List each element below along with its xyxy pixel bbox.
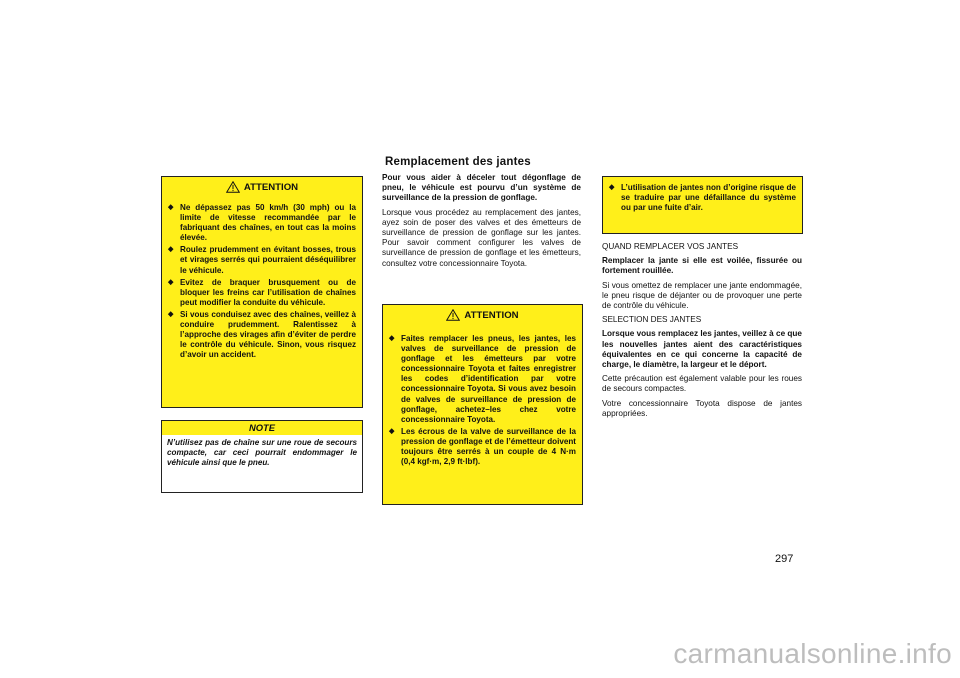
page-number: 297: [775, 553, 794, 565]
attention-item: ◆ Roulez prudemment en évitant bosses, trous et virages serrés qui pourraient déséquilibrer le véhicule.: [168, 245, 356, 275]
watermark: carmanualsonline.info: [673, 638, 952, 669]
attention-box-rims: [602, 176, 803, 234]
attention-item: ◆ Faites remplacer les pneus, les jantes, les valves de surveillance de pression de gonflage et les émetteurs par votre concessionnaire Toyota et faites enregistrer les codes d’identification par votre concessionnaire Toyota. Si vous avez besoin de valves de surveillance de pression de gonflage, achetez–les chez votre concessionnaire Toyota.: [389, 334, 576, 425]
note-text: N’utilisez pas de chaîne sur une roue de secours compacte, car ceci pourrait endommager le véhicule ainsi que le pneu.: [167, 438, 357, 468]
when-text: Si vous omettez de remplacer une jante endommagée, le pneu risque de déjanter ou de provoquer une perte de contrôle du véhicule.: [602, 280, 802, 311]
column-right: [602, 242, 802, 423]
note-header: NOTE: [162, 421, 362, 435]
attention-item: ◆ Les écrous de la valve de surveillance de la pression de gonflage et de l’émetteur doivent toujours être serrés à un couple de 4 N·m (0,4 kgf·m, 2,9 ft·lbf).: [389, 427, 576, 467]
heading-when: QUAND REMPLACER VOS JANTES: [602, 242, 739, 251]
attention-header: [162, 177, 362, 197]
intro-bold: Pour vous aider à déceler tout dégonflage de pneu, le véhicule est pourvu d’un système de surveillance de la pression de gonflage.: [382, 173, 581, 203]
attention-item: ◆ L’utilisation de jantes non d’origine risque de se traduire par une défaillance du système ou par une fuite d’air.: [609, 183, 796, 213]
column-middle: [382, 173, 581, 273]
select-text-2: Votre concessionnaire Toyota dispose de jantes appropriées.: [602, 398, 802, 418]
when-bold: Remplacer la jante si elle est voilée, fissurée ou fortement rouillée.: [602, 256, 802, 276]
heading-select: SELECTION DES JANTES: [602, 315, 702, 325]
attention-item: ◆ Evitez de braquer brusquement ou de bloquer les freins car l’utilisation de chaînes peut modifier la conduite du véhicule.: [168, 278, 356, 308]
section-title: Remplacement des jantes: [385, 156, 531, 168]
attention-item: ◆ Ne dépassez pas 50 km/h (30 mph) ou la limite de vitesse recommandée par le fabriquant des chaînes, en tout cas la moins élevée.: [168, 203, 356, 243]
select-bold: Lorsque vous remplacez les jantes, veillez à ce que les nouvelles jantes aient des caractéristiques équivalentes en ce qui concerne la capacité de charge, le diamètre, la largeur et le déport.: [602, 329, 802, 370]
warning-triangle-icon: [226, 181, 240, 193]
attention-label: ATTENTION: [243, 181, 299, 193]
intro-text: Lorsque vous procédez au remplacement des jantes, ayez soin de poser des valves et des émetteurs de surveillance de pression de gonflage sur les jantes. Pour savoir comment configurer les valves de surveillance de pression de gonflage et les émetteurs, consultez votre concessionnaire Toyota.: [382, 207, 581, 268]
attention-label: ATTENTION: [464, 309, 519, 321]
warning-triangle-icon: [446, 309, 460, 321]
select-text-1: Cette précaution est également valable pour les roues de secours compactes.: [602, 374, 802, 394]
attention-box-chains: [161, 176, 363, 408]
note-box: [161, 420, 363, 493]
attention-item: ◆ Si vous conduisez avec des chaînes, veillez à conduire prudemment. Ralentissez à l’approche des virages afin d’éviter de perdre le contrôle du véhicule. Sinon, vous risquez d’avoir un accident.: [168, 310, 356, 360]
attention-header: [383, 305, 582, 325]
attention-box-tpms: [382, 304, 583, 505]
